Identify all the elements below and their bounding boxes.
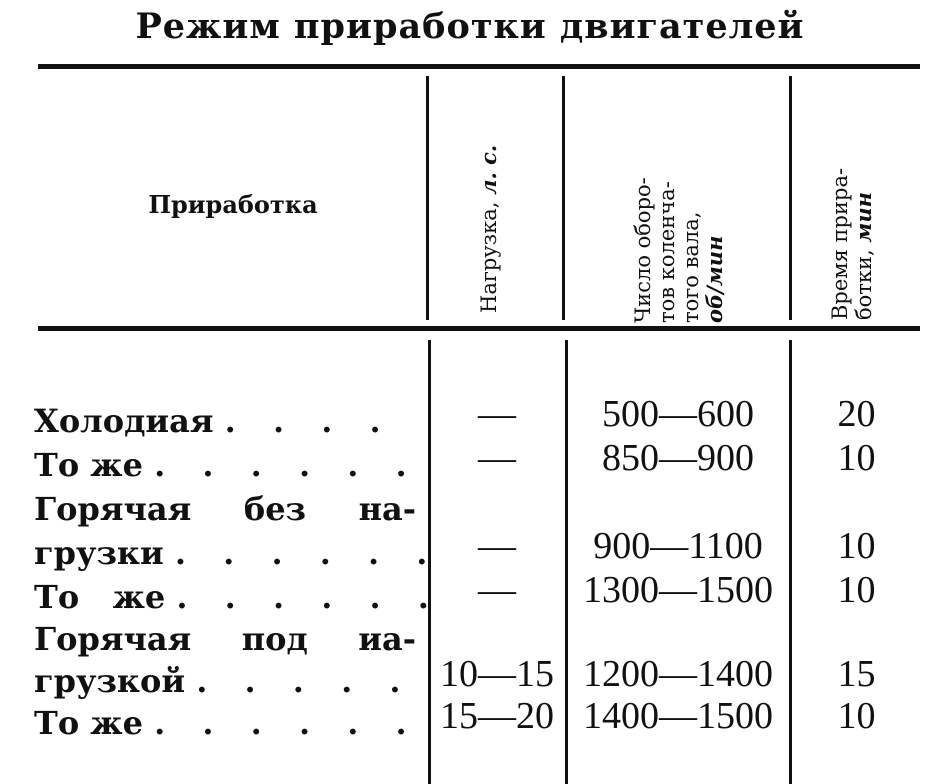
row-1-time: 20 [837, 393, 876, 435]
row-2-label [34, 446, 420, 484]
row-1-label [34, 402, 416, 440]
row-1-rpm: 500—600 [602, 393, 754, 435]
row-3-time: 10 [837, 525, 876, 567]
row-6-dots: . . . . . . [154, 704, 420, 742]
row-2-load: — [478, 437, 516, 479]
row-3-label-text: грузки [34, 534, 164, 572]
row-3-load: — [478, 525, 516, 567]
row-6-rpm: 1400—1500 [583, 695, 773, 737]
row-2-dots: . . . . . . [154, 446, 420, 484]
row-3-label-line1 [34, 490, 416, 528]
row-5-time: 15 [837, 653, 876, 695]
header-col-rpm-unit: об/мин [702, 235, 727, 323]
row-2-rpm: 850—900 [602, 437, 754, 479]
row-5-word-2: под [241, 620, 308, 658]
row-3-dots: . . . . . . [174, 534, 441, 572]
header-divider-3 [789, 76, 792, 320]
row-4-dots: . . . . . . [176, 578, 442, 616]
header-col-rpm-line3: того вала, [679, 211, 703, 323]
row-1-label-text: Холодиая [34, 402, 214, 440]
row-3-word-1: Горячая [34, 490, 192, 528]
header-col-time-line2: ботки, [852, 242, 876, 320]
header-col-rpm-line1: Число оборо- [631, 177, 655, 323]
row-5-label [34, 662, 416, 700]
row-4-label-text: То же [34, 578, 166, 616]
header-divider-2 [562, 76, 565, 320]
header-col-rpm-line2: тов коленча- [655, 181, 679, 323]
header-col-running-in: Приработка [148, 190, 318, 219]
row-5-load: 10—15 [440, 653, 554, 695]
header-col-load [477, 83, 507, 313]
row-3-word-3: на- [358, 490, 416, 528]
row-6-label [34, 704, 420, 742]
row-5-word-3: иа- [358, 620, 416, 658]
row-4-label [34, 578, 442, 616]
header-rule [38, 326, 920, 331]
row-6-load: 15—20 [440, 695, 554, 737]
header-col-rpm [631, 93, 731, 323]
row-5-word-1: Горячая [34, 620, 192, 658]
header-col-time [828, 90, 888, 320]
header-col-load-unit: л. с. [476, 144, 501, 195]
row-2-label-text: То же [34, 446, 143, 484]
row-6-time: 10 [837, 695, 876, 737]
row-4-time: 10 [837, 569, 876, 611]
row-5-dots: . . . . . [196, 662, 414, 700]
row-6-label-text: То же [34, 704, 143, 742]
row-4-rpm: 1300—1500 [583, 569, 773, 611]
row-2-time: 10 [837, 437, 876, 479]
table-title: Режим приработки двигателей [135, 6, 805, 47]
header-col-load-text: Нагрузка, [477, 194, 501, 313]
row-1-dots: . . . . [224, 402, 394, 440]
row-5-label-text: грузкой [34, 662, 186, 700]
header-col-time-unit: мин [851, 192, 876, 243]
row-3-label [34, 534, 441, 572]
row-3-rpm: 900—1100 [593, 525, 763, 567]
row-5-rpm: 1200—1400 [583, 653, 773, 695]
row-3-word-2: без [243, 490, 306, 528]
row-4-load: — [478, 569, 516, 611]
top-rule [38, 64, 920, 69]
header-col-time-line1: Время прира- [828, 167, 852, 320]
row-5-label-line1 [34, 620, 416, 658]
row-1-load: — [478, 393, 516, 435]
